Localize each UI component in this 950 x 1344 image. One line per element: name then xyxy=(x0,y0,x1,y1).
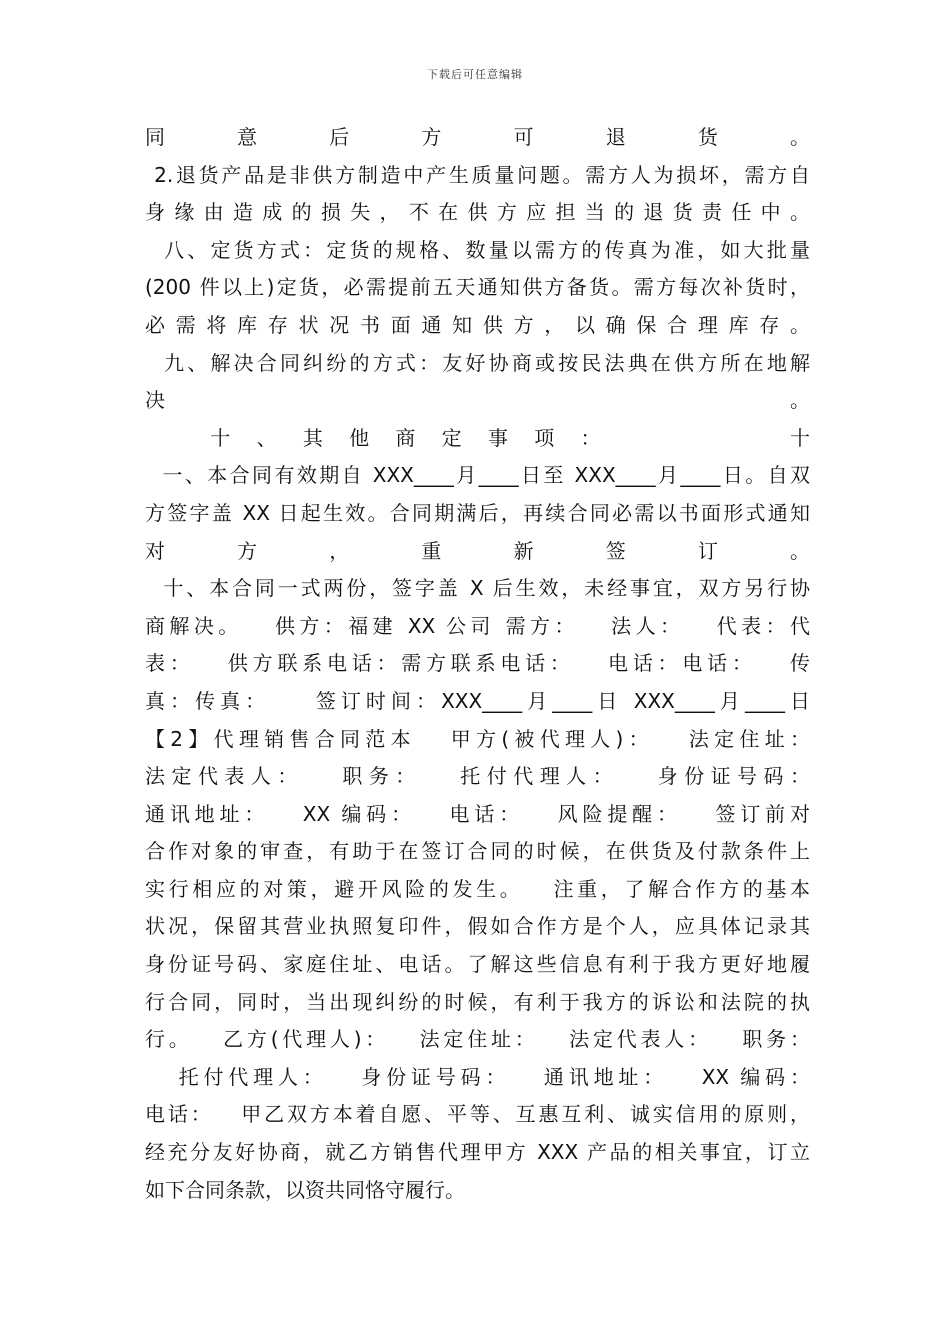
text-line: 状况，保留其营业执照复印件，假如合作方是个人，应具体记录其 xyxy=(145,914,810,939)
text-line: 方签字盖 XX 日起生效。合同期满后，再续合同必需以书面形式通知 xyxy=(145,500,810,525)
text-line: 八、定货方式：定货的规格、数量以需方的传真为准，如大批量 xyxy=(145,237,810,262)
text-line: 2.退货产品是非供方制造中产生质量问题。需方人为损坏，需方自 xyxy=(145,162,810,187)
text-line: 身份证号码、家庭住址、电话。了解这些信息有利于我方更好地履 xyxy=(145,952,810,977)
document-body xyxy=(145,119,810,1209)
text-line: 行合同，同时，当出现纠纷的时候，有利于我方的诉讼和法院的执 xyxy=(145,989,810,1014)
text-line: 对方，重新签订。 xyxy=(145,538,810,563)
text-line: 法定代表人： 职务： 托付代理人： 身份证号码： xyxy=(145,764,810,789)
text-line: 决。 xyxy=(145,388,810,413)
text-line: 表： 供方联系电话：需方联系电话： 电话：电话： 传 xyxy=(145,651,810,676)
text-line: 一、本合同有效期自 XXX____月____日至 XXX____月____日。自双 xyxy=(145,463,810,488)
text-line: 商解决。 供方：福建 XX 公司 需方： 法人： 代表：代 xyxy=(145,613,810,638)
text-line: 行。 乙方(代理人)： 法定住址： 法定代表人： 职务： xyxy=(145,1027,810,1052)
text-line: 托付代理人： 身份证号码： 通讯地址： XX 编码： xyxy=(145,1064,810,1089)
text-line: 如下合同条款，以资共同恪守履行。 xyxy=(145,1177,465,1202)
text-line: 通讯地址： XX 编码： 电话： 风险提醒： 签订前对 xyxy=(145,801,810,826)
text-line: 【2】代理销售合同范本 甲方(被代理人)： 法定住址： xyxy=(145,726,810,751)
header-note: 下载后可任意编辑 xyxy=(427,68,523,81)
text-line: 十、本合同一式两份，签字盖 X 后生效，未经事宜，双方另行协 xyxy=(145,576,810,601)
text-line: 九、解决合同纠纷的方式：友好协商或按民法典在供方所在地解 xyxy=(145,350,810,375)
text-line: 真：传真： 签订时间：XXX____月____日 XXX____月____日 xyxy=(145,688,810,713)
text-line: 必需将库存状况书面通知供方，以确保合理库存。 xyxy=(145,312,810,337)
text-line: 同意后方可退货。 xyxy=(145,125,810,149)
text-line: 身缘由造成的损失，不在供方应担当的退货责任中。 xyxy=(145,200,810,225)
text-line: 经充分友好协商，就乙方销售代理甲方 XXX 产品的相关事宜，订立 xyxy=(145,1140,810,1165)
text-line: 电话： 甲乙双方本着自愿、平等、互惠互利、诚实信用的原则， xyxy=(145,1102,810,1127)
text-line: 合作对象的审查，有助于在签订合同的时候，在供货及付款条件上 xyxy=(145,839,810,864)
text-line: 实行相应的对策，避开风险的发生。 注重，了解合作方的基本 xyxy=(145,876,810,901)
text-line: (200 件以上)定货，必需提前五天通知供方备货。需方每次补货时， xyxy=(145,275,810,300)
text-line: 十、其他商定事项： 十 xyxy=(145,425,810,450)
